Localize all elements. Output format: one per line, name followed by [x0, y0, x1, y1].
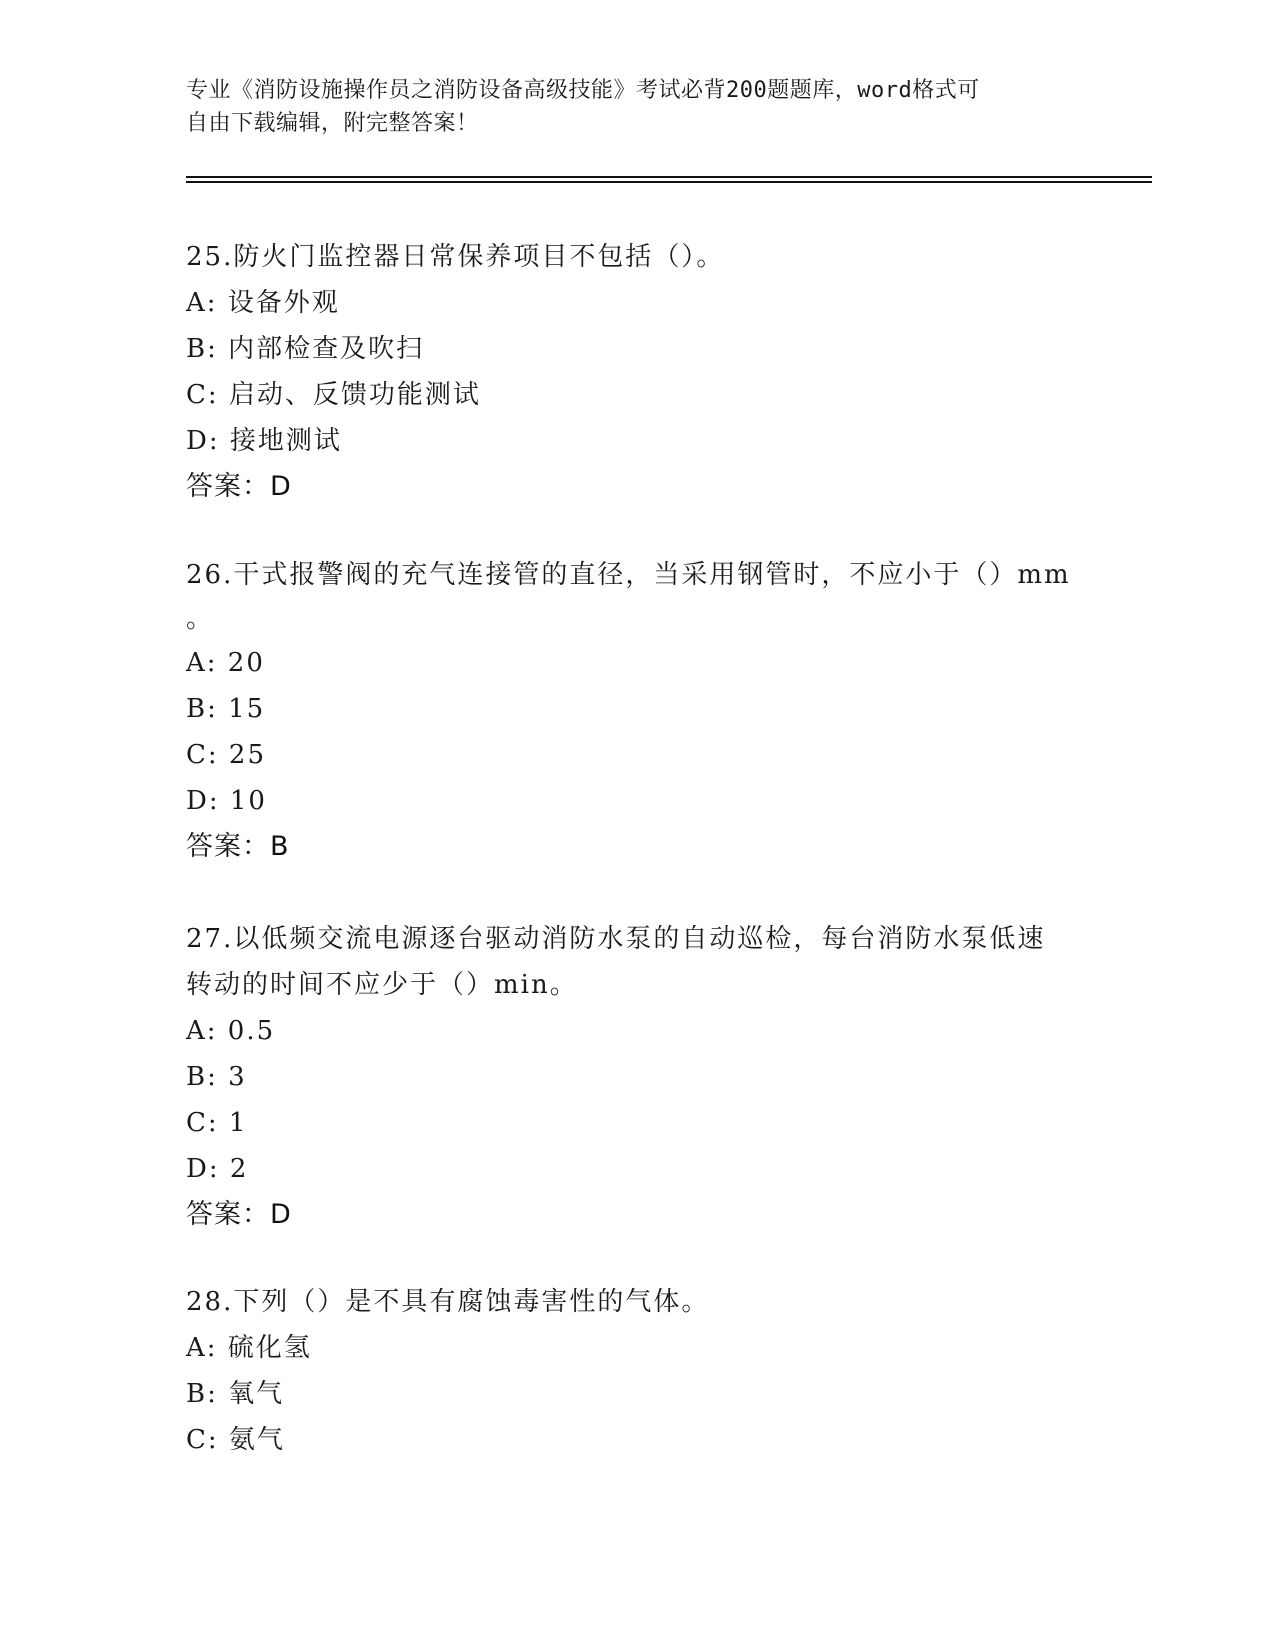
question-26: [186, 552, 1086, 870]
option-c: C: 氨气: [186, 1425, 285, 1455]
header-line-2: 自由下载编辑，附完整答案！: [186, 111, 479, 136]
option-d: D: 10: [186, 786, 267, 816]
option-b: B: 内部检查及吹扫: [186, 334, 425, 364]
option-b: B: 15: [186, 694, 266, 724]
option-a: A: 设备外观: [186, 288, 340, 318]
question-stem: 28.下列（）是不具有腐蚀毒害性的气体。: [186, 1287, 710, 1317]
header-divider-top: [186, 176, 1152, 178]
option-a: A: 硫化氢: [186, 1333, 312, 1363]
answer: 答案：D: [186, 471, 292, 502]
header-line-1: 专业《消防设施操作员之消防设备高级技能》考试必背200题题库，word格式可: [186, 78, 980, 103]
answer: 答案：B: [186, 831, 290, 862]
option-c: C: 1: [186, 1108, 248, 1138]
option-b: B: 氧气: [186, 1379, 285, 1409]
option-c: C: 25: [186, 740, 267, 770]
option-c: C: 启动、反馈功能测试: [186, 380, 481, 410]
document-header: [186, 74, 1066, 140]
question-stem: 27.以低频交流电源逐台驱动消防水泵的自动巡检，每台消防水泵低速: [186, 924, 1046, 954]
option-b: B: 3: [186, 1062, 247, 1092]
option-a: A: 0.5: [186, 1016, 276, 1046]
option-a: A: 20: [186, 648, 265, 678]
question-stem-continued: 转动的时间不应少于（）min。: [186, 970, 578, 1000]
question-stem-continued: 。: [186, 604, 215, 634]
question-27: [186, 916, 1086, 1238]
answer: 答案：D: [186, 1199, 292, 1230]
question-stem: 25.防火门监控器日常保养项目不包括（）。: [186, 242, 725, 272]
option-d: D: 2: [186, 1154, 249, 1184]
question-25: [186, 234, 1086, 510]
header-divider-bottom: [186, 181, 1152, 183]
option-d: D: 接地测试: [186, 426, 342, 456]
question-stem: 26.干式报警阀的充气连接管的直径，当采用钢管时，不应小于（）mm: [186, 560, 1071, 590]
question-28: [186, 1279, 1086, 1463]
